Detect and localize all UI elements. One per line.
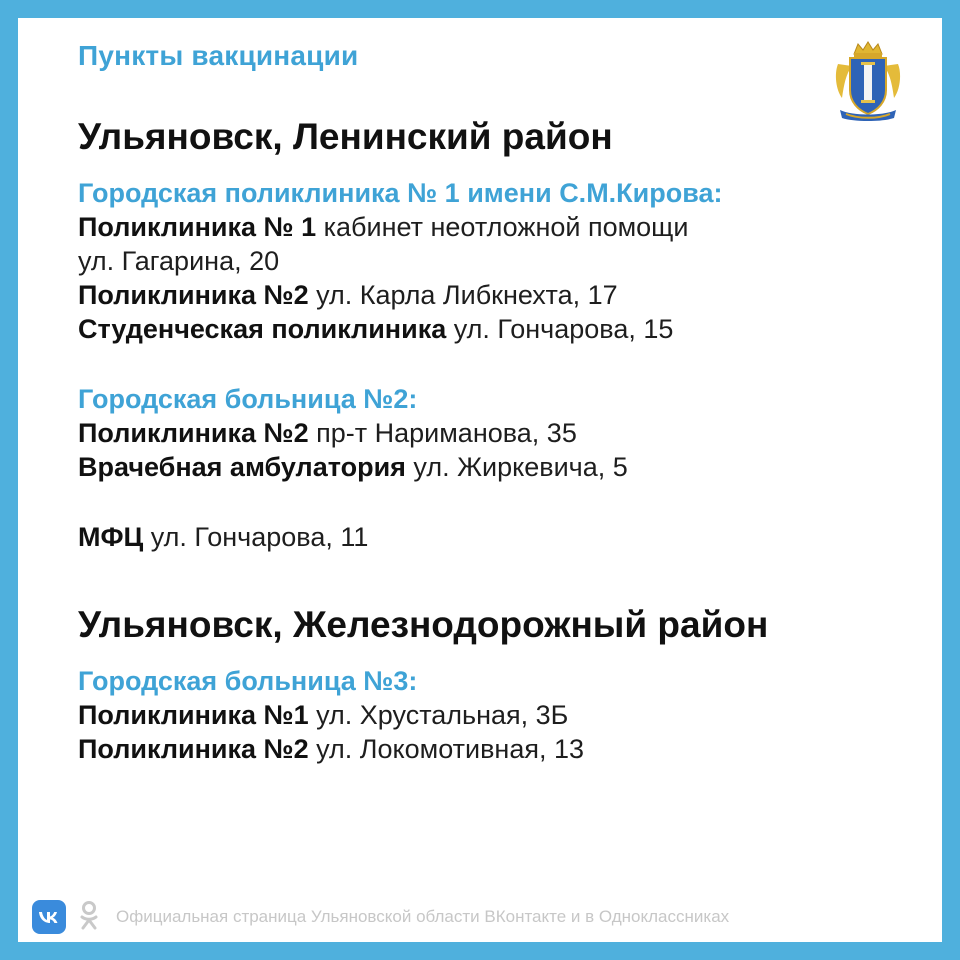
- clinic-name: Поликлиника №1: [78, 700, 309, 730]
- list-item: [78, 278, 918, 312]
- vk-icon[interactable]: [32, 900, 66, 934]
- district-heading: Ульяновск, Железнодорожный район: [78, 604, 769, 645]
- clinic-address: ул. Локомотивная, 13: [308, 734, 585, 764]
- list-item: [78, 416, 918, 450]
- list-item: [78, 732, 918, 766]
- page-title: Пункты вакцинации: [78, 40, 359, 71]
- clinic-name: МФЦ: [78, 522, 144, 552]
- clinic-address: ул. Гончарова, 15: [446, 314, 674, 344]
- clinic-name: Поликлиника №2: [78, 418, 309, 448]
- odnoklassniki-icon[interactable]: [78, 900, 100, 934]
- list-item: [78, 520, 918, 554]
- clinic-name: Поликлиника № 1: [78, 212, 317, 242]
- institution-heading: Городская больница №2:: [78, 384, 418, 414]
- coat-of-arms-emblem: [832, 40, 904, 124]
- clinic-address: ул. Хрустальная, 3Б: [308, 700, 569, 730]
- footer: [32, 898, 932, 938]
- clinic-name: Студенческая поликлиника: [78, 314, 447, 344]
- institution-heading: Городская больница №3:: [78, 666, 418, 696]
- clinic-name: Поликлиника №2: [78, 280, 309, 310]
- clinic-address: ул. Карла Либкнехта, 17: [308, 280, 618, 310]
- clinic-address: кабинет неотложной помощи: [316, 212, 689, 242]
- list-item: [78, 450, 918, 484]
- clinic-address: ул. Гончарова, 11: [143, 522, 369, 552]
- clinic-name: Врачебная амбулатория: [78, 452, 406, 482]
- institution-heading: Городская поликлиника № 1 имени С.М.Кирова:: [78, 178, 723, 208]
- list-item: [78, 312, 918, 346]
- list-item: [78, 210, 918, 244]
- address-line: ул. Гагарина, 20: [78, 246, 280, 276]
- list-item: [78, 698, 918, 732]
- post-card: [18, 18, 942, 942]
- district-heading: Ульяновск, Ленинский район: [78, 116, 613, 157]
- vaccination-list: [78, 114, 918, 766]
- clinic-address: пр-т Нариманова, 35: [308, 418, 577, 448]
- footer-caption: Официальная страница Ульяновской области ВКонтакте и в Одноклассниках: [116, 907, 730, 926]
- clinic-address: ул. Жиркевича, 5: [405, 452, 628, 482]
- clinic-name: Поликлиника №2: [78, 734, 309, 764]
